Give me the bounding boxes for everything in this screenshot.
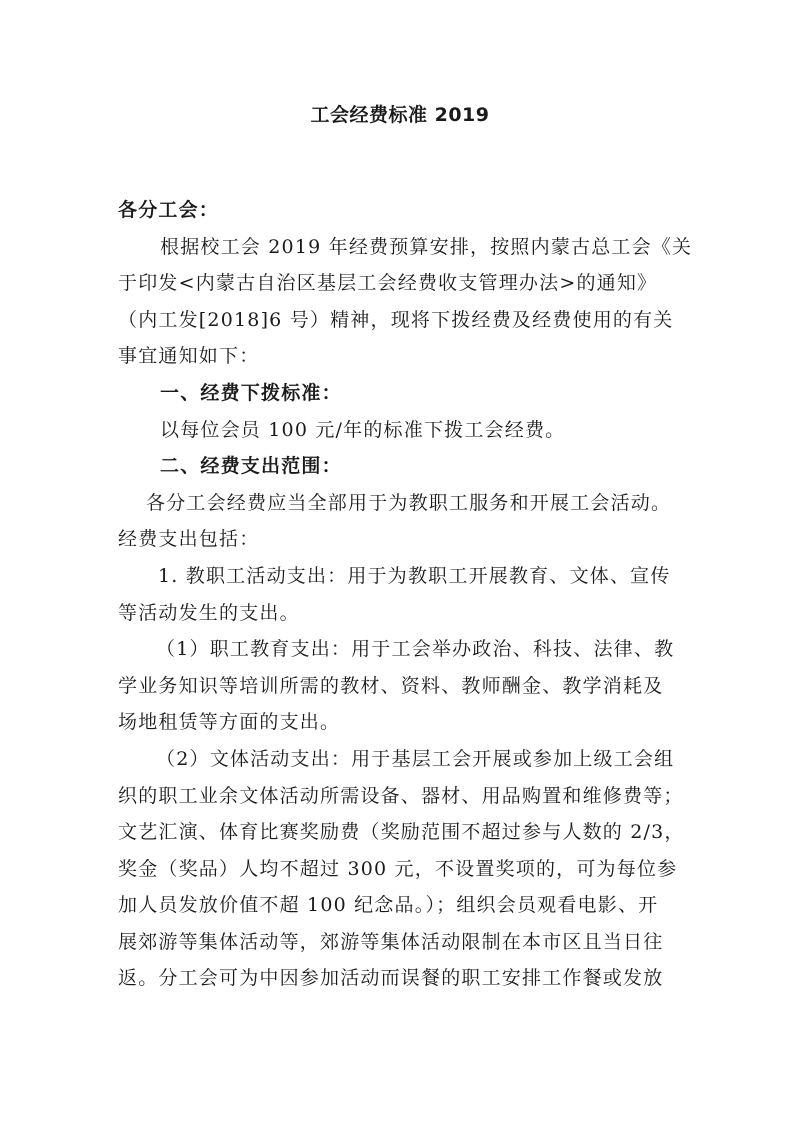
paragraph-line: 根据校工会 2019 年经费预算安排，按照内蒙古总工会《关 xyxy=(160,235,693,258)
paragraph-line: 场地租赁等方面的支出。 xyxy=(118,711,341,734)
salutation: 各分工会： xyxy=(118,199,220,221)
paragraph-line: （内工发[2018]6 号）精神，现将下拨经费及经费使用的有关 xyxy=(118,308,674,331)
paragraph-line: 于印发<内蒙古自治区基层工会经费收支管理办法>的通知》 xyxy=(118,272,658,295)
paragraph-line: 加人员发放价值不超 100 纪念品。）；组织会员观看电影、开 xyxy=(118,894,659,917)
section-heading-1: 一、经费下拨标准： xyxy=(160,381,342,404)
paragraph-line: 织的职工业余文体活动所需设备、器材、用品购置和维修费等； xyxy=(118,784,684,807)
paragraph-line: 展郊游等集体活动等，郊游等集体活动限制在本市区且当日往 xyxy=(118,930,664,953)
paragraph-line: 各分工会经费应当全部用于为教职工服务和开展工会活动。 xyxy=(146,491,672,514)
paragraph-line: （1）职工教育支出：用于工会举办政治、科技、法律、教 xyxy=(156,638,675,661)
paragraph-line: 1. 教职工活动支出：用于为教职工开展教育、文体、宣传 xyxy=(158,564,671,587)
paragraph-line: 返。分工会可为中因参加活动而误餐的职工安排工作餐或发放 xyxy=(118,967,664,990)
paragraph-line: 事宜通知如下： xyxy=(118,345,260,368)
paragraph-line: 奖金（奖品）人均不超过 300 元，不设置奖项的，可为每位参 xyxy=(118,857,678,880)
paragraph-line: （2）文体活动支出：用于基层工会开展或参加上级工会组 xyxy=(156,747,675,770)
paragraph-line: 等活动发生的支出。 xyxy=(118,601,300,624)
document-body xyxy=(118,192,693,997)
paragraph-line: 经费支出包括： xyxy=(118,528,260,551)
paragraph-line: 以每位会员 100 元/年的标准下拨工会经费。 xyxy=(160,418,566,441)
document-title: 工会经费标准 2019 xyxy=(310,104,490,126)
paragraph-line: 学业务知识等培训所需的教材、资料、教师酬金、教学消耗及 xyxy=(118,674,664,697)
section-heading-2: 二、经费支出范围： xyxy=(160,455,342,478)
paragraph-line: 文艺汇演、体育比赛奖励费（奖励范围不超过参与人数的 2/3， xyxy=(118,821,685,844)
